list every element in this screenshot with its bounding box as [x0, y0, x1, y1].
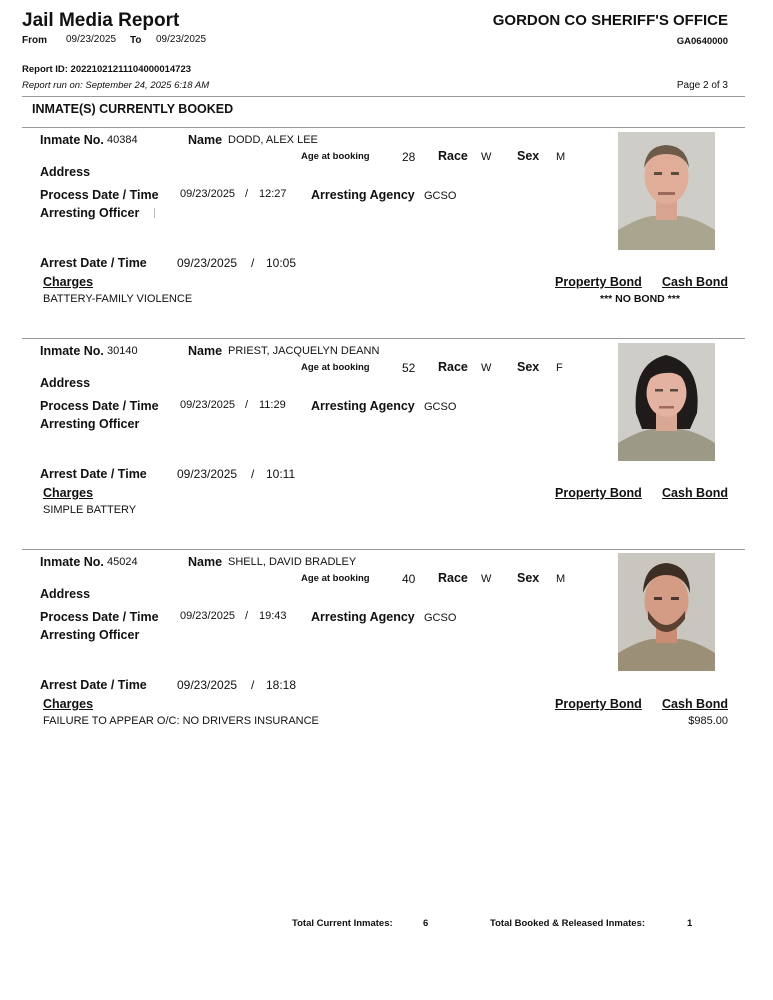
inmate-photo: [618, 132, 715, 250]
process-time: 11:29: [259, 399, 286, 411]
charge-description: SIMPLE BATTERY: [43, 504, 137, 516]
inmate-no-label: Inmate No.: [40, 344, 104, 358]
age-label: Age at booking: [301, 573, 370, 584]
arrest-time: 10:11: [266, 467, 296, 481]
inmate-no-label: Inmate No.: [40, 133, 104, 147]
arresting-agency-label: Arresting Agency: [311, 188, 415, 202]
arresting-agency-value: GCSO: [424, 612, 457, 624]
arrest-separator: /: [251, 467, 255, 481]
arrest-date: 09/23/2025: [177, 678, 238, 692]
to-label: To: [130, 35, 142, 46]
arrest-date: 09/23/2025: [177, 256, 238, 270]
address-label: Address: [40, 165, 91, 179]
inmate-no-value: 45024: [107, 556, 138, 568]
arrest-label: Arrest Date / Time: [40, 256, 147, 270]
record-divider: [22, 338, 745, 339]
total-current-label: Total Current Inmates:: [292, 918, 393, 929]
cash-bond-amount: $985.00: [688, 715, 728, 727]
report-title: Jail Media Report: [22, 10, 180, 31]
charges-label: Charges: [43, 275, 94, 289]
charges-label: Charges: [43, 697, 94, 711]
total-released-value: 1: [687, 918, 693, 929]
name-label: Name: [188, 344, 223, 358]
process-label: Process Date / Time: [40, 399, 159, 413]
header-divider: [22, 96, 745, 97]
property-bond-label: Property Bond: [555, 275, 642, 289]
total-released-label: Total Booked & Released Inmates:: [490, 918, 646, 929]
process-label: Process Date / Time: [40, 610, 159, 624]
sex-value: M: [556, 573, 566, 585]
section-divider: [22, 127, 745, 128]
arresting-agency-value: GCSO: [424, 401, 457, 413]
race-label: Race: [438, 360, 468, 374]
arresting-officer-label: Arresting Officer: [40, 628, 140, 642]
property-bond-label: Property Bond: [555, 697, 642, 711]
process-separator: /: [245, 188, 249, 200]
report-id: Report ID: 20221021211104000014723: [22, 64, 192, 75]
process-date: 09/23/2025: [180, 188, 236, 200]
arresting-officer-label: Arresting Officer: [40, 417, 140, 431]
race-value: W: [481, 573, 492, 585]
bond-note: *** NO BOND ***: [600, 293, 680, 305]
arresting-agency-label: Arresting Agency: [311, 610, 415, 624]
charge-description: BATTERY-FAMILY VIOLENCE: [43, 293, 193, 305]
cash-bond-label: Cash Bond: [662, 697, 728, 711]
charges-label: Charges: [43, 486, 94, 500]
arrest-separator: /: [251, 678, 255, 692]
sex-label: Sex: [517, 360, 540, 374]
cash-bond-label: Cash Bond: [662, 486, 728, 500]
arrest-separator: /: [251, 256, 255, 270]
total-current-value: 6: [423, 918, 429, 929]
age-label: Age at booking: [301, 151, 370, 162]
inmate-no-value: 40384: [107, 134, 138, 146]
arresting-agency-value: GCSO: [424, 190, 457, 202]
process-time: 12:27: [259, 188, 287, 200]
process-label: Process Date / Time: [40, 188, 159, 202]
arrest-time: 10:05: [266, 256, 297, 270]
inmate-photo: [618, 553, 715, 671]
race-value: W: [481, 362, 492, 374]
property-bond-label: Property Bond: [555, 486, 642, 500]
address-label: Address: [40, 376, 91, 390]
arrest-label: Arrest Date / Time: [40, 467, 147, 481]
name-label: Name: [188, 555, 223, 569]
from-label: From: [22, 35, 47, 46]
race-label: Race: [438, 149, 468, 163]
age-value: 28: [402, 150, 416, 164]
age-value: 52: [402, 361, 416, 375]
report-run-date: Report run on: September 24, 2025 6:18 AM: [22, 80, 210, 91]
record-divider: [22, 549, 745, 550]
charge-description: FAILURE TO APPEAR O/C: NO DRIVERS INSURANCE: [43, 715, 319, 727]
from-date: 09/23/2025: [66, 34, 117, 45]
cash-bond-label: Cash Bond: [662, 275, 728, 289]
inmate-name: DODD, ALEX LEE: [228, 134, 318, 146]
agency-name: GORDON CO SHERIFF'S OFFICE: [492, 12, 728, 29]
age-label: Age at booking: [301, 362, 370, 373]
section-title: INMATE(S) CURRENTLY BOOKED: [32, 102, 234, 116]
process-date: 09/23/2025: [180, 610, 236, 622]
sex-value: F: [556, 362, 563, 374]
sex-label: Sex: [517, 149, 540, 163]
officer-field-marker: [154, 208, 155, 218]
arrest-date: 09/23/2025: [177, 467, 238, 481]
arrest-time: 18:18: [266, 678, 297, 692]
age-value: 40: [402, 572, 416, 586]
process-separator: /: [245, 610, 249, 622]
arrest-label: Arrest Date / Time: [40, 678, 147, 692]
process-time: 19:43: [259, 610, 287, 622]
address-label: Address: [40, 587, 91, 601]
inmate-photo: [618, 343, 715, 461]
inmate-no-label: Inmate No.: [40, 555, 104, 569]
sex-value: M: [556, 151, 566, 163]
arresting-officer-label: Arresting Officer: [40, 206, 140, 220]
sex-label: Sex: [517, 571, 540, 585]
name-label: Name: [188, 133, 223, 147]
inmate-name: SHELL, DAVID BRADLEY: [228, 556, 357, 568]
inmate-no-value: 30140: [107, 345, 138, 357]
arresting-agency-label: Arresting Agency: [311, 399, 415, 413]
process-date: 09/23/2025: [180, 399, 236, 411]
page-number: Page 2 of 3: [676, 80, 728, 91]
agency-code: GA0640000: [676, 36, 728, 47]
to-date: 09/23/2025: [156, 34, 207, 45]
race-value: W: [481, 151, 492, 163]
inmate-name: PRIEST, JACQUELYN DEANN: [228, 345, 380, 357]
process-separator: /: [245, 399, 249, 411]
race-label: Race: [438, 571, 468, 585]
